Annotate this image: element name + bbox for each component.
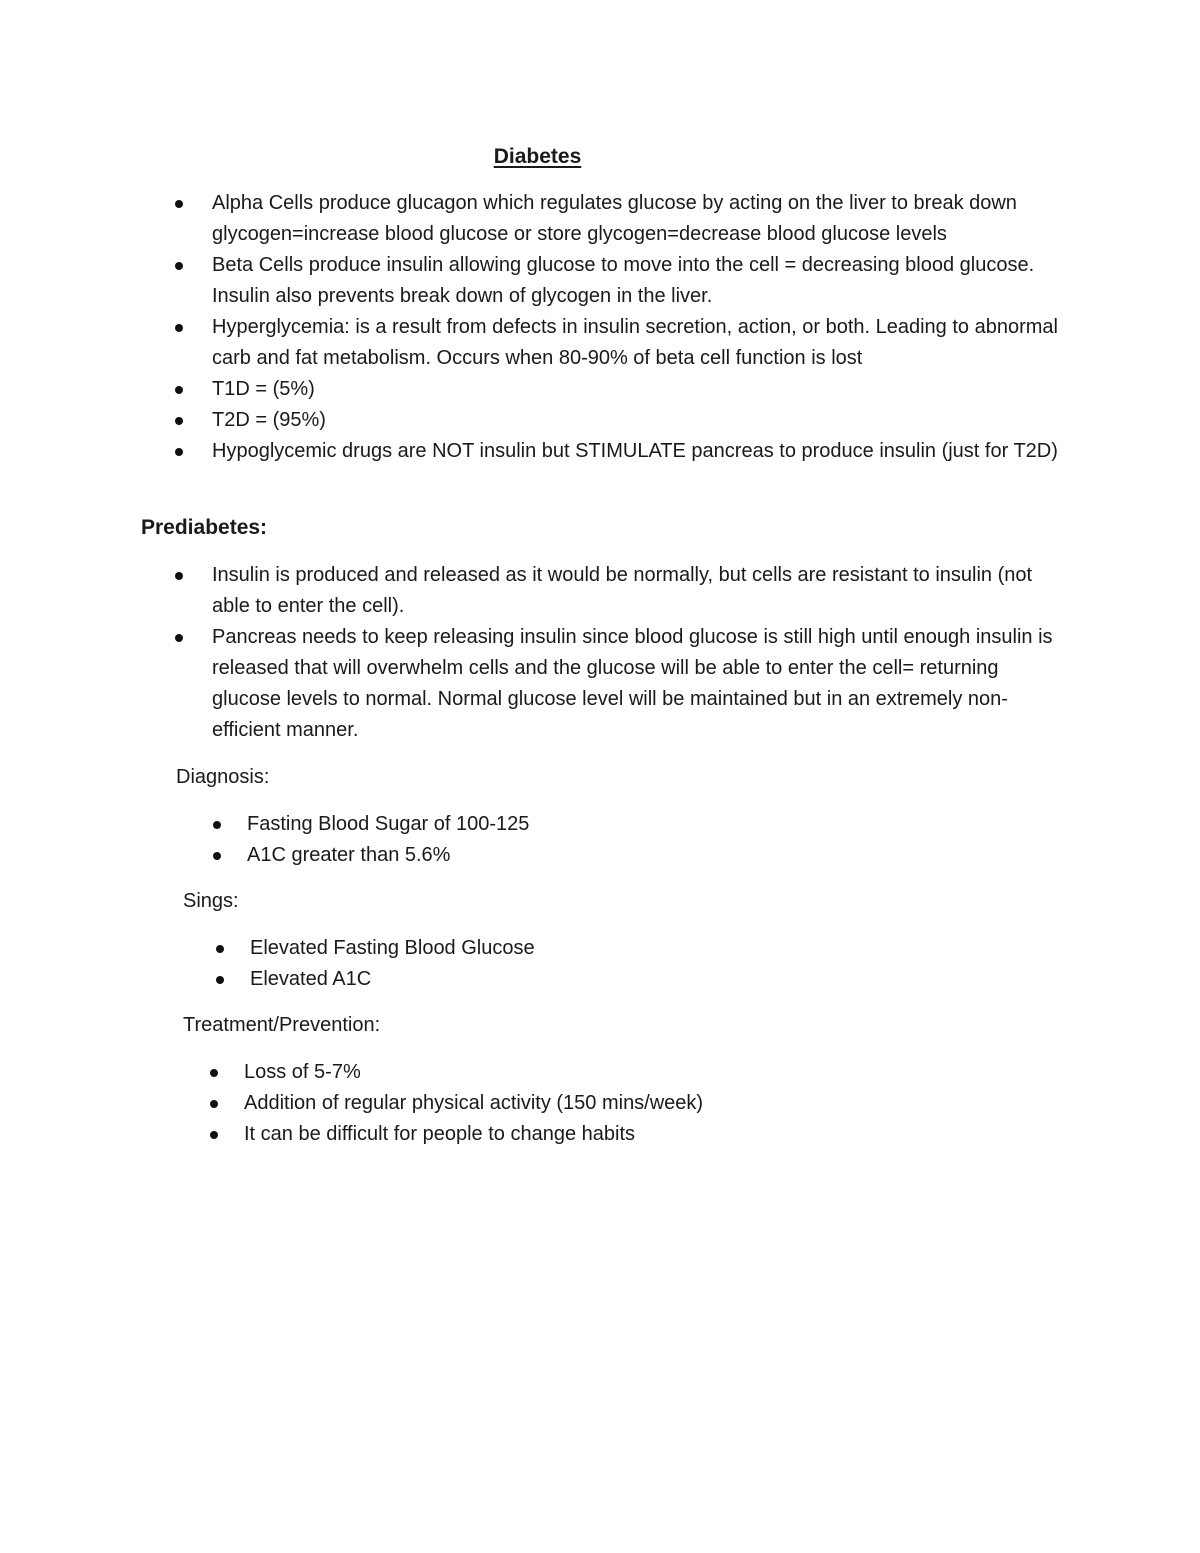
list-item-text: Elevated A1C <box>250 968 372 990</box>
list-item <box>212 374 1072 405</box>
list-item <box>212 250 1072 312</box>
bullet-icon <box>213 821 221 829</box>
list-item-text: Pancreas needs to keep releasing insulin since blood glucose is still high until enough insulin is released that will overwhelm cells and the glucose will be able to enter the cell= returning glucose levels to normal. Normal glucose level will be maintained but in an extremely non-efficient manner. <box>212 626 1053 741</box>
signs-list <box>250 933 950 995</box>
bullet-icon <box>216 945 224 953</box>
diabetes-list <box>212 188 1072 467</box>
page-title: Diabetes <box>493 145 582 168</box>
list-item <box>244 1119 944 1150</box>
bullet-icon <box>210 1069 218 1077</box>
bullet-icon <box>213 852 221 860</box>
bullet-icon <box>175 262 183 270</box>
list-item-text: Fasting Blood Sugar of 100-125 <box>247 813 530 835</box>
list-item-text: Alpha Cells produce glucagon which regulates glucose by acting on the liver to break down glycogen=increase blood glucose or store glycogen=decrease blood glucose levels <box>212 192 1017 245</box>
signs-heading: Sings: <box>183 890 239 912</box>
bullet-icon <box>175 448 183 456</box>
bullet-icon <box>175 417 183 425</box>
bullet-icon <box>210 1131 218 1139</box>
list-item-text: It can be difficult for people to change habits <box>244 1123 636 1145</box>
treatment-heading: Treatment/Prevention: <box>183 1014 381 1036</box>
list-item <box>244 1088 944 1119</box>
list-item <box>247 840 947 871</box>
list-item <box>212 560 1072 622</box>
bullet-icon <box>210 1100 218 1108</box>
bullet-icon <box>175 386 183 394</box>
prediabetes-heading: Prediabetes: <box>141 516 268 539</box>
prediabetes-list <box>212 560 1072 746</box>
list-item <box>250 964 950 995</box>
list-item-text: Beta Cells produce insulin allowing glucose to move into the cell = decreasing blood glucose. Insulin also prevents break down of glycogen in the liver. <box>212 254 1035 307</box>
bullet-icon <box>175 572 183 580</box>
list-item <box>212 188 1072 250</box>
bullet-icon <box>175 324 183 332</box>
bullet-icon <box>175 200 183 208</box>
list-item <box>250 933 950 964</box>
list-item-text: T2D = (95%) <box>212 409 326 431</box>
list-item-text: Hypoglycemic drugs are NOT insulin but STIMULATE pancreas to produce insulin (just for T2D) <box>212 440 1058 462</box>
treatment-list <box>244 1057 944 1150</box>
list-item-text: Loss of 5-7% <box>244 1061 361 1083</box>
list-item <box>244 1057 944 1088</box>
bullet-icon <box>175 634 183 642</box>
list-item-text: Elevated Fasting Blood Glucose <box>250 937 535 959</box>
list-item-text: A1C greater than 5.6% <box>247 844 451 866</box>
diagnosis-list <box>247 809 947 871</box>
list-item <box>212 312 1072 374</box>
list-item-text: Hyperglycemia: is a result from defects in insulin secretion, action, or both. Leading to abnormal carb and fat metabolism. Occurs when 80-90% of beta cell function is lost <box>212 316 1058 369</box>
list-item <box>247 809 947 840</box>
list-item <box>212 622 1072 746</box>
list-item-text: Addition of regular physical activity (150 mins/week) <box>244 1092 704 1114</box>
list-item <box>212 405 1072 436</box>
list-item-text: T1D = (5%) <box>212 378 315 400</box>
bullet-icon <box>216 976 224 984</box>
diagnosis-heading: Diagnosis: <box>176 766 270 788</box>
list-item <box>212 436 1072 467</box>
list-item-text: Insulin is produced and released as it would be normally, but cells are resistant to insulin (not able to enter the cell). <box>212 564 1033 617</box>
